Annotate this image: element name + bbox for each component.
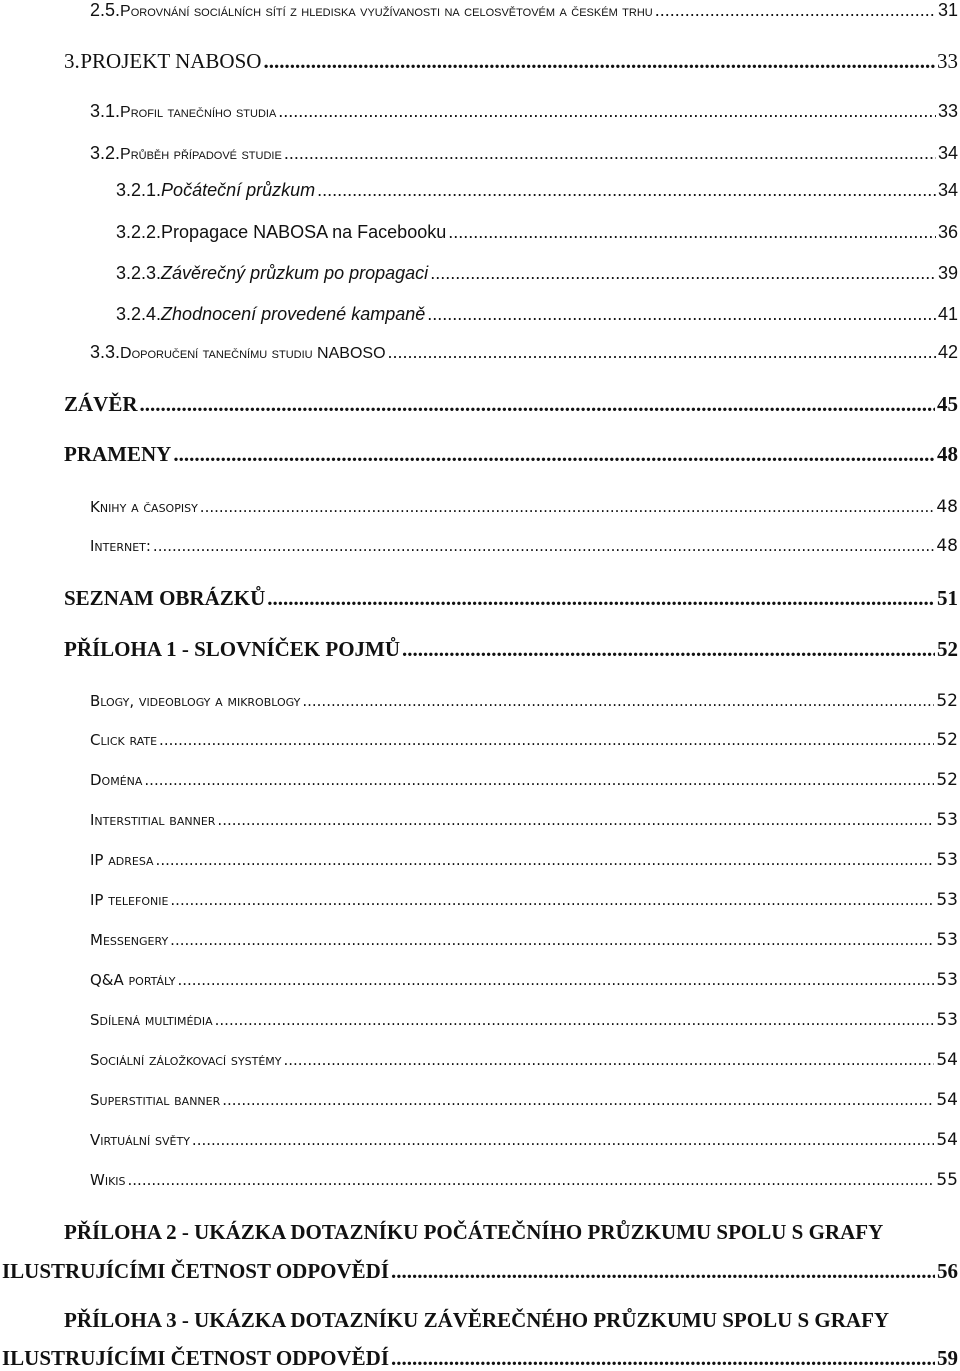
- toc-title: Messengery: [90, 931, 169, 949]
- toc-page-number: 55: [936, 1170, 958, 1190]
- toc-leader-dots: [391, 1346, 935, 1371]
- toc-title: Virtuální světy: [90, 1131, 190, 1149]
- toc-page-number: 54: [936, 1050, 958, 1070]
- toc-title: IP telefonie: [90, 891, 169, 909]
- toc-leader-dots: [153, 537, 934, 555]
- toc-title: Závěrečný průzkum po propagaci: [161, 263, 429, 283]
- toc-entry[interactable]: [64, 49, 958, 74]
- toc-title: Počáteční průzkum: [161, 180, 316, 200]
- toc-page-number: 53: [936, 890, 958, 910]
- toc-page-number: 48: [937, 442, 958, 466]
- toc-title: Sociální záložkovací systémy: [90, 1051, 282, 1069]
- toc-leader-dots: [388, 342, 936, 363]
- toc-page-number: 48: [936, 536, 958, 556]
- toc-entry[interactable]: [64, 637, 958, 662]
- toc-title: Sdílená multimédia: [90, 1011, 213, 1029]
- toc-entry[interactable]: [90, 1130, 958, 1150]
- toc-leader-dots: [217, 811, 934, 829]
- toc-title: Profil tanečního studia: [120, 104, 277, 121]
- toc-leader-dots: [200, 498, 935, 516]
- toc-number: 3.2.: [90, 143, 121, 163]
- toc-leader-dots: [317, 180, 936, 201]
- toc-leader-dots: [156, 851, 935, 869]
- toc-entry[interactable]: [90, 770, 958, 790]
- toc-entry[interactable]: [90, 1170, 958, 1190]
- toc-page-number: 52: [937, 637, 958, 661]
- toc-leader-dots: [170, 891, 934, 909]
- toc-entry[interactable]: [90, 0, 958, 21]
- toc-page-number: 53: [936, 850, 958, 870]
- toc-leader-dots: [448, 222, 936, 243]
- toc-title: Wikis: [90, 1171, 126, 1189]
- toc-entry[interactable]: [90, 970, 958, 990]
- toc-entry[interactable]: [116, 180, 958, 201]
- toc-title: Q&A portály: [90, 971, 176, 989]
- toc-entry[interactable]: [116, 222, 958, 243]
- toc-page-number: 33: [937, 49, 958, 73]
- toc-page-number: 52: [936, 691, 958, 711]
- toc-entry[interactable]: [64, 392, 958, 417]
- toc-entry[interactable]: [90, 101, 958, 122]
- toc-page-number: 51: [937, 586, 958, 610]
- toc-title: ILUSTRUJÍCÍMI ČETNOST ODPOVĚDÍ: [2, 1346, 390, 1370]
- toc-title: Doporučení tanečnímu studiu NABOSO: [120, 345, 386, 362]
- toc-entry[interactable]: [90, 143, 958, 164]
- toc-title: PROJEKT NABOSO: [80, 49, 262, 73]
- toc-page-number: 52: [936, 770, 958, 790]
- toc-leader-dots: [144, 771, 934, 789]
- toc-title: IP adresa: [90, 851, 154, 869]
- toc-page-number: 45: [937, 392, 958, 416]
- toc-entry[interactable]: [90, 850, 958, 870]
- toc-leader-dots: [655, 0, 936, 21]
- toc-leader-dots: [302, 692, 934, 710]
- toc-page-number: 39: [937, 263, 958, 283]
- toc-page-number: 31: [937, 0, 958, 20]
- toc-page-number: 48: [936, 497, 958, 517]
- toc-title: Knihy a časopisy: [90, 498, 198, 516]
- toc-leader-dots: [215, 1011, 935, 1029]
- toc-leader-dots: [263, 49, 935, 74]
- toc-leader-dots: [391, 1259, 935, 1284]
- toc-title: PŘÍLOHA 1 - SLOVNÍČEK POJMŮ: [64, 637, 401, 661]
- toc-entry[interactable]: [90, 497, 958, 517]
- toc-page-number: 56: [937, 1259, 958, 1283]
- toc-page-number: 53: [936, 810, 958, 830]
- toc-page-number: 59: [937, 1346, 958, 1370]
- toc-leader-dots: [283, 1051, 934, 1069]
- toc-number: 3.2.3.: [116, 263, 162, 283]
- toc-page-number: 33: [937, 101, 958, 121]
- toc-title: Průběh případové studie: [120, 146, 282, 163]
- toc-leader-dots: [140, 392, 935, 417]
- toc-title: Superstitial banner: [90, 1091, 221, 1109]
- toc-title: Doména: [90, 771, 143, 789]
- toc-entry-title-line1: PŘÍLOHA 3 - UKÁZKA DOTAZNÍKU ZÁVĚREČNÉHO PRŮZKUMU SPOLU S GRAFY: [64, 1308, 890, 1332]
- toc-entry[interactable]: [90, 930, 958, 950]
- toc-entry[interactable]: [116, 304, 958, 325]
- toc-leader-dots: [192, 1131, 934, 1149]
- toc-title: Zhodnocení provedené kampaně: [161, 304, 426, 324]
- toc-page-number: 53: [936, 930, 958, 950]
- toc-entry[interactable]: [64, 442, 958, 467]
- toc-leader-dots: [159, 731, 934, 749]
- toc-entry-title-line1: PŘÍLOHA 2 - UKÁZKA DOTAZNÍKU POČÁTEČNÍHO PRŮZKUMU SPOLU S GRAFY: [64, 1220, 884, 1244]
- toc-number: 3.2.1.: [116, 180, 162, 200]
- toc-title: Click rate: [90, 731, 158, 749]
- toc-leader-dots: [402, 637, 935, 662]
- toc-title: Internet:: [90, 537, 151, 555]
- toc-number: 2.5.: [90, 0, 121, 20]
- toc-page-number: 54: [936, 1130, 958, 1150]
- toc-number: 3.3.: [90, 342, 121, 362]
- toc-title: Porovnání sociálních sítí z hlediska využívanosti na celosvětovém a českém trhu: [120, 3, 653, 20]
- toc-leader-dots: [222, 1091, 934, 1109]
- toc-number: 3.: [64, 49, 80, 73]
- toc-page-number: 53: [936, 1010, 958, 1030]
- toc-title: Blogy, videoblogy a mikroblogy: [90, 692, 301, 710]
- toc-entry[interactable]: [90, 536, 958, 556]
- toc-leader-dots: [267, 586, 935, 611]
- toc-entry[interactable]: [64, 586, 958, 611]
- toc-title: Interstitial banner: [90, 811, 216, 829]
- toc-number: 3.1.: [90, 101, 121, 121]
- toc-title: Propagace NABOSA na Facebooku: [161, 222, 447, 242]
- toc-title: ILUSTRUJÍCÍMI ČETNOST ODPOVĚDÍ: [2, 1259, 390, 1283]
- toc-entry[interactable]: [90, 1010, 958, 1030]
- toc-entry[interactable]: [116, 263, 958, 284]
- toc-leader-dots: [278, 101, 936, 122]
- toc-page-number: 54: [936, 1090, 958, 1110]
- toc-leader-dots: [170, 931, 934, 949]
- toc-leader-dots: [173, 442, 935, 467]
- toc-entry[interactable]: [90, 342, 958, 363]
- toc-number: 3.2.4.: [116, 304, 162, 324]
- toc-entry[interactable]: [90, 1090, 958, 1110]
- toc-title: SEZNAM OBRÁZKŮ: [64, 586, 266, 610]
- toc-page-number: 34: [937, 143, 958, 163]
- toc-title: PRAMENY: [64, 442, 172, 466]
- toc-page-number: 52: [936, 730, 958, 750]
- toc-entry[interactable]: [90, 890, 958, 910]
- toc-page-number: 41: [937, 304, 958, 324]
- toc-entry[interactable]: [2, 1259, 958, 1284]
- toc-entry[interactable]: [90, 691, 958, 711]
- toc-title: ZÁVĚR: [64, 392, 138, 416]
- toc-page-number: 42: [937, 342, 958, 362]
- toc-leader-dots: [284, 143, 936, 164]
- toc-page-number: 53: [936, 970, 958, 990]
- toc-leader-dots: [177, 971, 934, 989]
- toc-leader-dots: [427, 304, 936, 325]
- toc-leader-dots: [128, 1171, 935, 1189]
- toc-entry[interactable]: [2, 1346, 958, 1371]
- toc-entry[interactable]: [90, 1050, 958, 1070]
- toc-leader-dots: [430, 263, 936, 284]
- toc-number: 3.2.2.: [116, 222, 162, 242]
- toc-entry[interactable]: [90, 730, 958, 750]
- toc-entry[interactable]: [90, 810, 958, 830]
- toc-page-number: 36: [937, 222, 958, 242]
- toc-page-number: 34: [937, 180, 958, 200]
